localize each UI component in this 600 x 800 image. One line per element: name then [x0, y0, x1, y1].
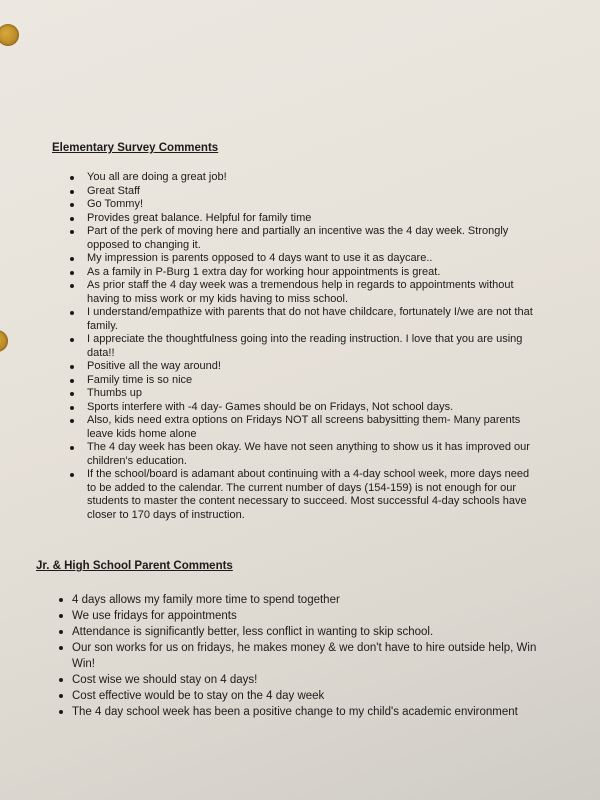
- comment-item: Thumbs up: [87, 387, 537, 401]
- comment-item: We use fridays for appointments: [72, 608, 552, 624]
- comment-item: I appreciate the thoughtfulness going into the reading instruction. I love that you are using data!!: [87, 333, 537, 360]
- punch-hole: [0, 24, 19, 46]
- jr-high-comments-list: [72, 592, 552, 720]
- comment-item: Provides great balance. Helpful for family time: [87, 212, 537, 226]
- comment-item: Family time is so nice: [87, 374, 537, 388]
- comment-item: Great Staff: [87, 185, 537, 199]
- jr-high-section-title: Jr. & High School Parent Comments: [36, 560, 233, 572]
- comment-item: Go Tommy!: [87, 198, 537, 212]
- comment-item: Also, kids need extra options on Fridays NOT all screens babysitting them- Many parents leave kids home alone: [87, 414, 537, 441]
- comment-item: You all are doing a great job!: [87, 171, 537, 185]
- comment-item: The 4 day school week has been a positive change to my child's academic environment: [72, 704, 552, 720]
- comment-item: Part of the perk of moving here and partially an incentive was the 4 day week. Strongly opposed to changing it.: [87, 225, 537, 252]
- comment-item: The 4 day week has been okay. We have not seen anything to show us it has improved our children's education.: [87, 441, 537, 468]
- comment-item: If the school/board is adamant about continuing with a 4-day school week, more days need to be added to the calendar. The current number of days (154-159) is not enough for our students to master the content necessary to succeed. Most successful 4-day schools have closer to 170 days of instruction.: [87, 468, 537, 522]
- elementary-section-title: Elementary Survey Comments: [52, 142, 219, 154]
- comment-item: I understand/empathize with parents that do not have childcare, fortunately I/we are not that family.: [87, 306, 537, 333]
- comment-item: Sports interfere with -4 day- Games should be on Fridays, Not school days.: [87, 401, 537, 415]
- comment-item: Positive all the way around!: [87, 360, 537, 374]
- comment-item: Our son works for us on fridays, he makes money & we don't have to hire outside help, Win Win!: [72, 640, 552, 672]
- comment-item: As prior staff the 4 day week was a tremendous help in regards to appointments without having to miss work or my kids having to miss school.: [87, 279, 537, 306]
- comment-item: Cost effective would be to stay on the 4 day week: [72, 688, 552, 704]
- comment-item: 4 days allows my family more time to spend together: [72, 592, 552, 608]
- punch-hole: [0, 330, 8, 352]
- comment-item: Attendance is significantly better, less conflict in wanting to skip school.: [72, 624, 552, 640]
- comment-item: Cost wise we should stay on 4 days!: [72, 672, 552, 688]
- elementary-comments-list: [87, 171, 537, 522]
- comment-item: My impression is parents opposed to 4 days want to use it as daycare..: [87, 252, 537, 266]
- comment-item: As a family in P-Burg 1 extra day for working hour appointments is great.: [87, 266, 537, 280]
